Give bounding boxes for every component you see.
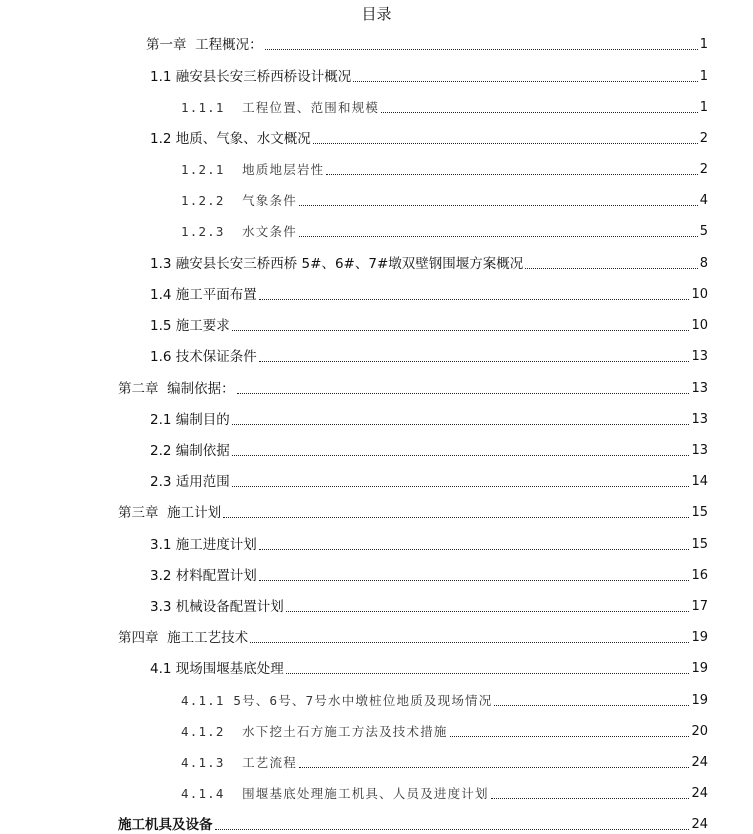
- toc-entry[interactable]: [181, 95, 708, 117]
- toc-entry[interactable]: [181, 219, 708, 241]
- toc-entry-page: 15: [691, 505, 708, 520]
- toc-entry-page: 5: [699, 224, 708, 239]
- toc-entry[interactable]: [181, 688, 708, 710]
- toc-entry-text: 水下挖土石方施工方法及技术措施: [242, 724, 448, 739]
- toc-entry-number: 3.3: [150, 599, 176, 615]
- toc-entry-text: 编制目的: [175, 412, 230, 428]
- toc-entry[interactable]: [150, 563, 708, 585]
- dot-leader: [259, 298, 690, 300]
- dot-leader: [491, 797, 690, 799]
- toc-entry-number: 1.2: [150, 131, 176, 147]
- toc-entry-page: 24: [691, 786, 708, 801]
- toc-entry-text: 第三章 施工计划: [118, 505, 222, 521]
- toc-entry-number: 1.1.1: [181, 100, 243, 115]
- toc-entry[interactable]: [150, 64, 708, 86]
- dot-leader: [525, 267, 697, 269]
- dot-leader: [286, 610, 690, 612]
- toc-entry-number: 3.2: [150, 568, 176, 584]
- dot-leader: [450, 735, 690, 737]
- dot-leader: [215, 828, 690, 830]
- toc-entry-text: 施工机具及设备: [118, 817, 213, 833]
- dot-leader: [494, 704, 689, 706]
- toc-entry[interactable]: [150, 344, 708, 366]
- toc-entry-page: 8: [699, 256, 708, 271]
- toc-entry-number: 1.4: [150, 287, 176, 303]
- dot-leader: [250, 641, 689, 643]
- toc-entry-text: 编制依据: [175, 443, 230, 459]
- toc-entry[interactable]: [150, 656, 708, 678]
- toc-entry[interactable]: [181, 750, 708, 772]
- toc-entry-text: 现场围堰基底处理: [175, 661, 284, 677]
- toc-entry-page: 24: [691, 817, 708, 832]
- toc-entry-page: 16: [691, 568, 708, 583]
- dot-leader: [299, 235, 698, 237]
- toc-entry[interactable]: [150, 126, 708, 148]
- toc-entry-page: 2: [699, 162, 708, 177]
- dot-leader: [259, 579, 690, 581]
- toc-entry-page: 1: [699, 37, 708, 52]
- toc-entry-page: 2: [699, 131, 708, 146]
- toc-entry-number: 4.1.4: [181, 786, 243, 801]
- toc-entry[interactable]: [118, 500, 708, 522]
- toc-entry-page: 24: [691, 755, 708, 770]
- toc-entry-number: 4.1.1: [181, 693, 234, 708]
- toc-entry[interactable]: [181, 781, 708, 803]
- toc-entry-text: 工艺流程: [242, 755, 297, 770]
- toc-entry-number: 1.2.1: [181, 162, 243, 177]
- toc-entry-number: 4.1: [150, 661, 176, 677]
- dot-leader: [381, 111, 698, 113]
- toc-entry-text: 机械设备配置计划: [175, 599, 284, 615]
- toc-entry-text: 地质地层岩性: [242, 162, 325, 177]
- toc-entry-page: 10: [691, 287, 708, 302]
- dot-leader: [237, 392, 690, 394]
- dot-leader: [326, 173, 697, 175]
- toc-entry[interactable]: [150, 251, 708, 273]
- toc-entry-page: 13: [691, 349, 708, 364]
- toc-entry[interactable]: [150, 594, 708, 616]
- toc-entry-number: 1.6: [150, 349, 176, 365]
- toc-entry-number: 2.3: [150, 474, 176, 490]
- toc-entry-number: 1.5: [150, 318, 176, 334]
- toc-entry[interactable]: [150, 282, 708, 304]
- toc-entry-page: 15: [691, 537, 708, 552]
- toc-entry-number: 1.1: [150, 69, 176, 85]
- toc-entry-page: 17: [691, 599, 708, 614]
- toc-entry-text: 适用范围: [175, 474, 230, 490]
- toc-entry[interactable]: [118, 625, 708, 647]
- dot-leader: [232, 485, 690, 487]
- toc-entry[interactable]: [181, 157, 708, 179]
- toc-entry-number: 4.1.2: [181, 724, 243, 739]
- toc-entry-number: 1.2.2: [181, 193, 243, 208]
- toc-entry-number: 3.1: [150, 537, 176, 553]
- toc-entry-number: 1.3: [150, 256, 176, 272]
- toc-entry[interactable]: [146, 32, 708, 54]
- toc-entry-page: 4: [699, 193, 708, 208]
- toc-entry-text: 施工进度计划: [175, 537, 257, 553]
- toc-entry-page: 1: [699, 100, 708, 115]
- toc-entry-number: 1.2.3: [181, 224, 243, 239]
- toc-entry-number: 2.2: [150, 443, 176, 459]
- toc-entry-text: 第四章 施工工艺技术: [118, 630, 249, 646]
- toc-entry-text: 工程位置、范围和规模: [242, 100, 380, 115]
- toc-entry-page: 14: [691, 474, 708, 489]
- toc-entry-text: 第一章 工程概况：: [146, 37, 263, 53]
- dot-leader: [259, 360, 690, 362]
- toc-entry-text: 5号、6号、7号水中墩桩位地质及现场情况: [233, 693, 493, 708]
- toc-entry-page: 13: [691, 443, 708, 458]
- toc-entry-page: 10: [691, 318, 708, 333]
- toc-entry-text: 施工要求: [175, 318, 230, 334]
- toc-entry-text: 气象条件: [242, 193, 297, 208]
- toc-entry-page: 1: [699, 69, 708, 84]
- toc-entry-page: 13: [691, 412, 708, 427]
- toc-entry-text: 技术保证条件: [175, 349, 257, 365]
- toc-entry-text: 施工平面布置: [175, 287, 257, 303]
- toc-entry[interactable]: [181, 719, 708, 741]
- toc-entry[interactable]: [118, 812, 708, 834]
- dot-leader: [265, 48, 698, 50]
- dot-leader: [299, 766, 690, 768]
- toc-entry-text: 第二章 编制依据：: [118, 381, 235, 397]
- toc-entry[interactable]: [150, 532, 708, 554]
- toc-entry-text: 围堰基底处理施工机具、人员及进度计划: [242, 786, 489, 801]
- dot-leader: [313, 142, 698, 144]
- toc-entry[interactable]: [150, 407, 708, 429]
- toc-entry[interactable]: [118, 376, 708, 398]
- toc-entry[interactable]: [181, 188, 708, 210]
- dot-leader: [286, 672, 690, 674]
- dot-leader: [259, 548, 690, 550]
- toc-entry[interactable]: [150, 313, 708, 335]
- toc-entry-number: 2.1: [150, 412, 176, 428]
- toc-entry-text: 地质、气象、水文概况: [175, 131, 311, 147]
- toc-title: 目录: [361, 5, 392, 23]
- toc-entry-page: 19: [691, 630, 708, 645]
- toc-entry[interactable]: [150, 469, 708, 491]
- toc-entry-page: 19: [691, 661, 708, 676]
- toc-entry-page: 13: [691, 381, 708, 396]
- dot-leader: [232, 423, 690, 425]
- toc-entry-page: 20: [691, 724, 708, 739]
- toc-entry-text: 融安县长安三桥西桥 5#、6#、7#墩双壁钢围堰方案概况: [175, 256, 524, 272]
- toc-entry-text: 融安县长安三桥西桥设计概况: [175, 69, 352, 85]
- dot-leader: [232, 329, 690, 331]
- dot-leader: [232, 454, 690, 456]
- dot-leader: [299, 204, 698, 206]
- dot-leader: [353, 80, 697, 82]
- toc-entry-number: 4.1.3: [181, 755, 243, 770]
- dot-leader: [223, 516, 689, 518]
- toc-entry-text: 材料配置计划: [175, 568, 257, 584]
- toc-entry[interactable]: [150, 438, 708, 460]
- toc-entry-text: 水文条件: [242, 224, 297, 239]
- toc-entry-page: 19: [691, 693, 708, 708]
